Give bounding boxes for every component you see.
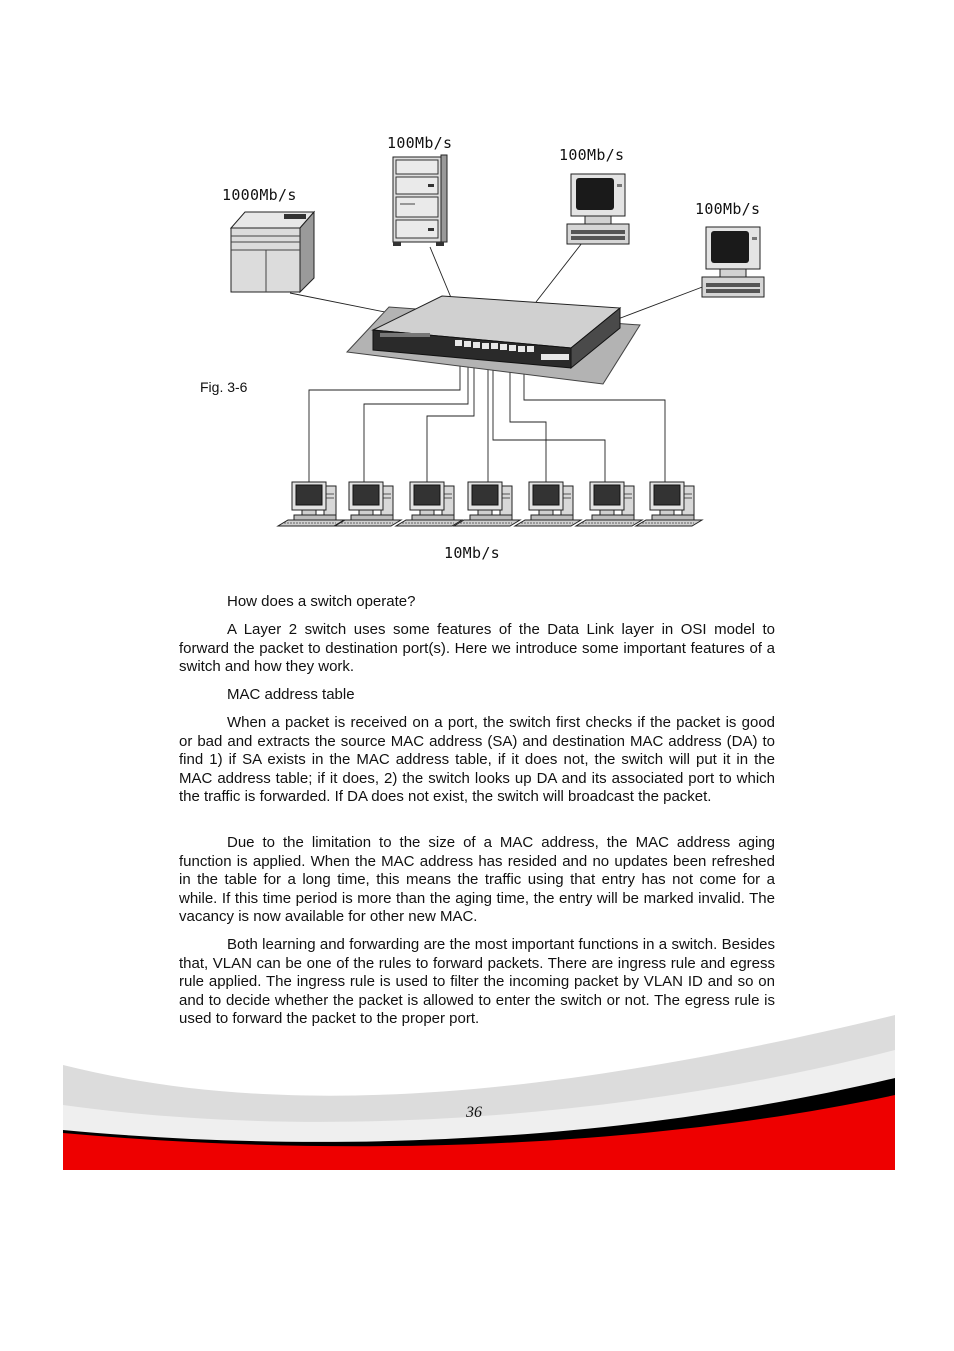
label-server-1000: 1000Mb/s [222, 186, 297, 204]
client-pc-icon [636, 482, 702, 526]
heading-switch-operation: How does a switch operate? [227, 593, 416, 610]
label-pc-top-right: 100Mb/s [695, 200, 761, 218]
label-clients: 10Mb/s [444, 544, 500, 562]
client-pc-icon [515, 482, 581, 526]
heading-mac-table: MAC address table [227, 686, 355, 703]
paragraph-layer2-intro: A Layer 2 switch uses some features of the Data Link layer in OSI model to forward the packet to destination port(s). Here we introduce some important features of a switch and how they work. [179, 621, 775, 675]
terminal-top-right-icon [702, 227, 764, 297]
figure-caption: Fig. 3-6 [200, 379, 248, 395]
client-pc-icon [454, 482, 520, 526]
client-pc-icon [335, 482, 401, 526]
label-pc-top-middle: 100Mb/s [559, 146, 625, 164]
client-pc-icon [278, 482, 344, 526]
client-pc-icon [396, 482, 462, 526]
terminal-top-middle-icon [567, 174, 629, 244]
paragraph-vlan-rules: Both learning and forwarding are the most important functions in a switch. Besides that, VLAN can be one of the rules to forward packets. There are ingress rule and egress rule applied. The ingress rule is used to filter the incoming packet by VLAN ID and so on and to decide whether the packet is allowed to enter the switch or not. The egress rule is used to forward the packet to the proper port. [179, 936, 775, 1027]
network-switch-icon [347, 296, 640, 384]
paragraph-mac-aging: Due to the limitation to the size of a MAC address, the MAC address aging function is applied. When the MAC address has resided and no updates been refreshed in the table for a long time, this means the traffic using that entry has not come for a while. If this time period is more than the aging time, the entry will be marked invalid. The vacancy is now available for other new MAC. [179, 834, 775, 925]
paragraph-mac-lookup: When a packet is received on a port, the switch first checks if the packet is good or bad and extracts the source MAC address (SA) and destination MAC address (DA) to find 1) if SA exists in the MAC address table, if it does not, the switch will put it in the MAC address table; if it does, 2) the switch looks up DA and its associated port to which the traffic is forwarded. If DA does not exist, the switch will broadcast the packet. [179, 714, 775, 805]
label-server-100: 100Mb/s [387, 134, 453, 152]
page-number: 36 [466, 1104, 482, 1121]
client-pcs [278, 482, 702, 526]
footer-decoration [63, 1010, 895, 1170]
network-diagram [0, 0, 954, 580]
server-1000-icon [231, 212, 314, 292]
client-pc-icon [576, 482, 642, 526]
server-100-icon [393, 155, 447, 246]
